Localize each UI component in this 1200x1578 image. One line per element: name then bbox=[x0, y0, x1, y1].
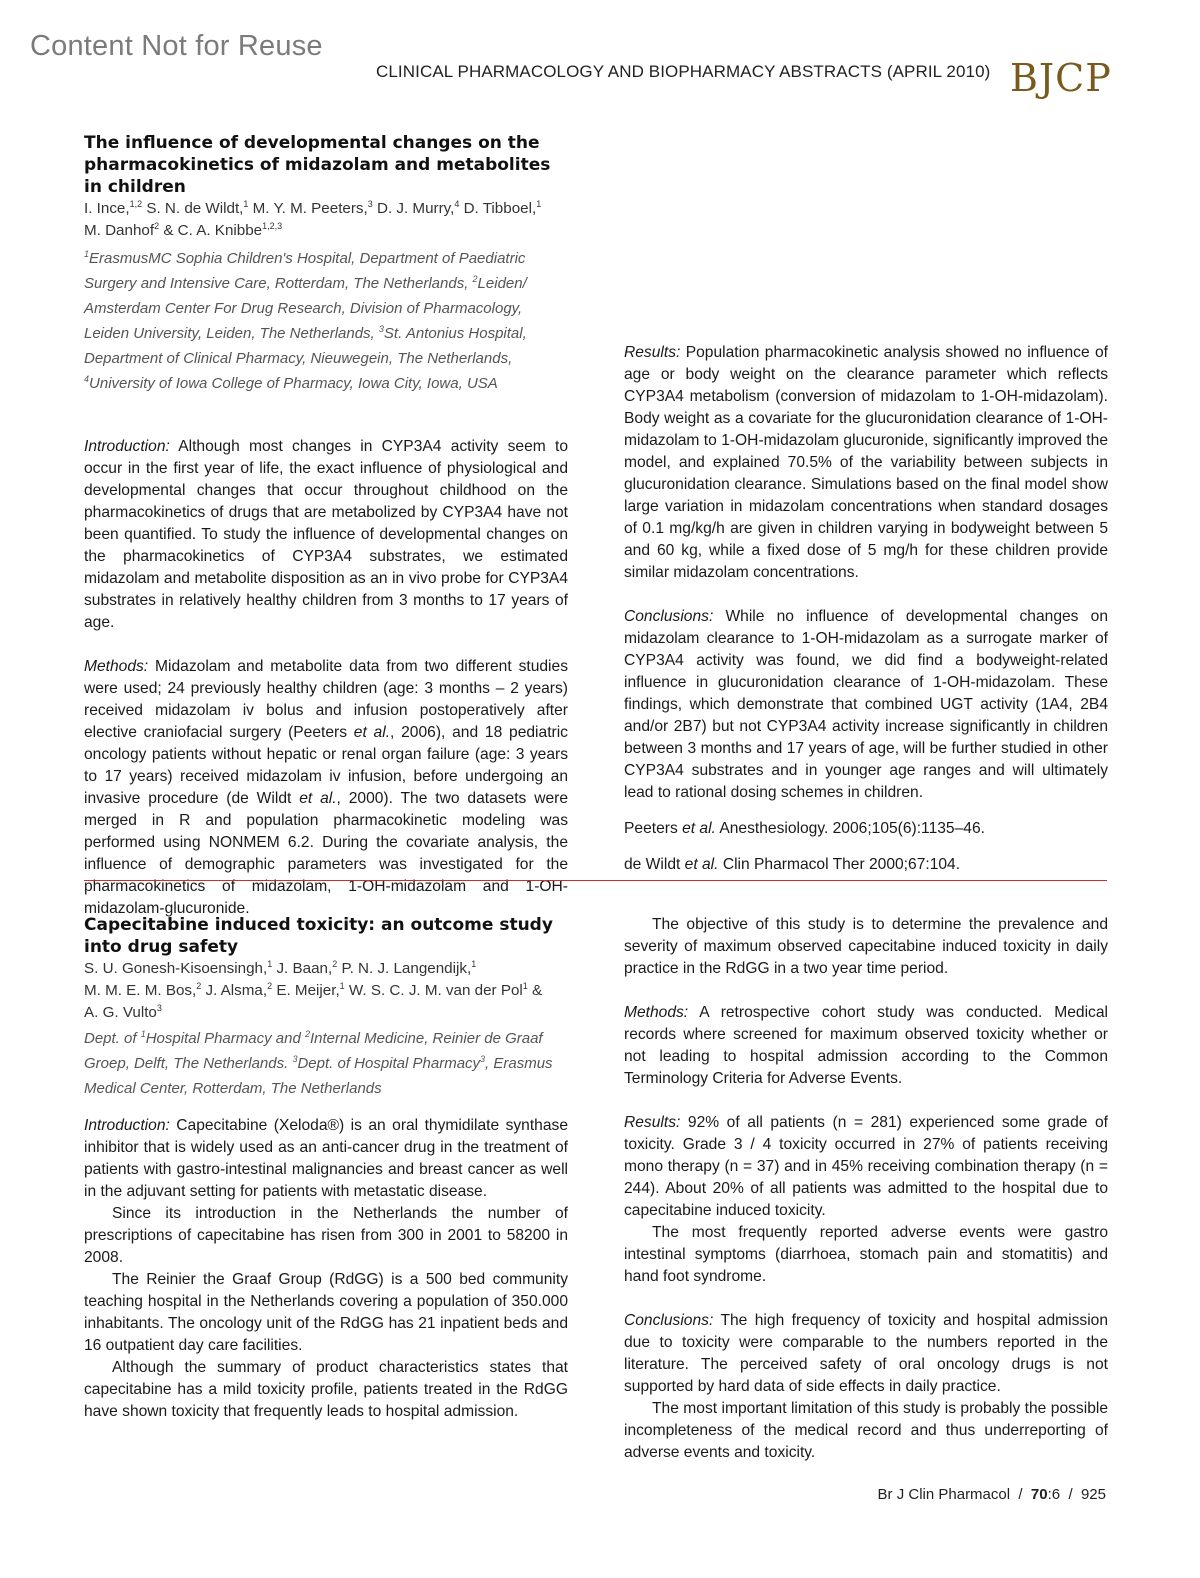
author: D. J. Murry, bbox=[376, 200, 455, 217]
author: J. Alsma, bbox=[205, 982, 268, 999]
methods-label: Methods: bbox=[624, 1004, 689, 1021]
article2-methods bbox=[624, 1002, 1108, 1090]
results-text: Population pharmacokinetic analysis showed no influence of age or body weight on the clearance parameter which reflects CYP3A4 metabolism (conversion of midazolam to 1-OH-midazolam). Body weight as a covariate for the glucuronidation clearance of 1-OH-midazolam to 1-OH-midazolam glucuronide, significantly improved the model, and explained 70.5% of the variability between subjects in glucuronidation clearance. Simulations based on the final model show large variation in midazolam concentrations when standard dosages of 0.1 mg/kg/h are given in children varying in bodyweight between 5 and 60 kg, while a fixed dose of 5 mg/h for these children provide similar midazolam concentrations. bbox=[624, 344, 1108, 581]
author-sup: 2 bbox=[267, 980, 273, 991]
article2-right-column bbox=[624, 914, 1108, 1464]
methods-text: A retrospective cohort study was conducted. Medical records where screened for maximum observed toxicity whether or not leading to hospital admission according to the Common Terminology Criteria for Adverse Events. bbox=[624, 1004, 1108, 1087]
et-al: et al. bbox=[684, 856, 719, 873]
author: S. N. de Wildt, bbox=[146, 200, 244, 217]
page-footer bbox=[878, 1486, 1106, 1503]
journal-header: CLINICAL PHARMACOLOGY AND BIOPHARMACY ABSTRACTS (APRIL 2010) bbox=[376, 62, 991, 81]
article1-authors bbox=[84, 198, 568, 242]
author-sup: 4 bbox=[454, 198, 460, 209]
affil-sup: 3 bbox=[292, 1054, 298, 1064]
article1-conclusions bbox=[624, 606, 1108, 804]
et-al: et al. bbox=[299, 790, 337, 807]
article1-right-column bbox=[624, 132, 1108, 876]
article2-objective: The objective of this study is to determine the prevalence and severity of maximum observed capecitabine induced toxicity in daily practice in the RdGG in a two year time period. bbox=[624, 916, 1108, 977]
intro-label: Introduction: bbox=[84, 1117, 170, 1134]
affiliation: Leiden/ Amsterdam Center For Drug Research, Division of Pharmacology, Leiden University, Leiden, The Netherlands, bbox=[84, 275, 527, 342]
footer-sep: / bbox=[1010, 1486, 1031, 1503]
author-sup: 1 bbox=[536, 198, 542, 209]
author-sup: 2 bbox=[332, 958, 338, 969]
author-sup: 3 bbox=[156, 1002, 162, 1013]
author: J. Baan, bbox=[276, 960, 333, 977]
article2-title: Capecitabine induced toxicity: an outcome study into drug safety bbox=[84, 915, 553, 957]
article2-intro-para3: The Reinier the Graaf Group (RdGG) is a 500 bed community teaching hospital in the Netherlands covering a population of 350.000 inhabitants. The oncology unit of the RdGG has 21 inpatient beds and 16 outpatient day care facilities. bbox=[84, 1271, 568, 1354]
ref-text: Peeters bbox=[624, 820, 683, 837]
author-sup: 3 bbox=[367, 198, 373, 209]
affil-sup: 4 bbox=[84, 374, 90, 384]
footer-issue: :6 bbox=[1047, 1486, 1061, 1503]
methods-text-c: , 2000). The two datasets were merged in R and population pharmacokinetic modeling was performed using NONMEM 6.2. During the covariate analysis, the influence of demographic parameters was investigated for the pharmacokinetics of midazolam, 1-OH-midazolam and 1-OH-midazolam-glucuronide. bbox=[84, 790, 569, 917]
affiliation: University of Iowa College of Pharmacy, Iowa City, Iowa, USA bbox=[89, 375, 498, 392]
affiliation: , Erasmus Medical Center, Rotterdam, The Netherlands bbox=[84, 1055, 553, 1097]
affil-sup: 3 bbox=[480, 1054, 486, 1064]
author: W. S. C. J. M. van der Pol bbox=[348, 982, 523, 999]
intro-text: Although most changes in CYP3A4 activity seem to occur in the first year of life, the exact influence of physiological and developmental changes that occur throughout childhood on the pharmacokinetics of drugs that are metabolized by CYP3A4 have not been quantified. To study the influence of developmental changes on the pharmacokinetics of CYP3A4 substrates, we estimated midazolam and metabolite disposition as an in vivo probe for CYP3A4 substrates in relatively healthy children from 3 months to 17 years of age. bbox=[84, 438, 568, 631]
results-label: Results: bbox=[624, 344, 681, 361]
author: D. Tibboel, bbox=[463, 200, 537, 217]
author-sep: & bbox=[159, 222, 178, 239]
author-sup: 1 bbox=[339, 980, 345, 991]
author: M. M. E. M. Bos, bbox=[84, 982, 197, 999]
article2-conclusions bbox=[624, 1310, 1108, 1398]
article2-left-column bbox=[84, 914, 568, 1423]
author-sup: 1 bbox=[267, 958, 273, 969]
article2-intro-para4: Although the summary of product characteristics states that capecitabine has a mild toxicity profile, patients treated in the RdGG have shown toxicity that frequently leads to hospital admission. bbox=[84, 1359, 568, 1420]
results-text: 92% of all patients (n = 281) experienced some grade of toxicity. Grade 3 / 4 toxicity occurred in 27% of patients receiving mono therapy (n = 37) and in 45% receiving combination therapy (n = 244). About 20% of all patients was admitted to the hospital due to capecitabine induced toxicity. bbox=[624, 1114, 1108, 1219]
author-sup: 1 bbox=[243, 198, 249, 209]
author: S. U. Gonesh-Kisoensingh, bbox=[84, 960, 268, 977]
ref-text: de Wildt bbox=[624, 856, 685, 873]
conclusions-label: Conclusions: bbox=[624, 1312, 714, 1329]
methods-label: Methods: bbox=[84, 658, 149, 675]
et-al: et al. bbox=[353, 724, 391, 741]
conclusions-text: The high frequency of toxicity and hospital admission due to toxicity were comparable to the numbers reported in the literature. The perceived safety of oral oncology drugs is not supported by hard data of side effects in daily practice. bbox=[624, 1312, 1108, 1395]
conclusions-text: While no influence of developmental changes on midazolam clearance to 1-OH-midazolam as a surrogate marker of CYP3A4 activity was found, we did find a bodyweight-related influence in glucuronidation clearance of 1-OH-midazolam. These findings, which demonstrate that combined UGT activity (1A4, 2B4 and/or 2B7) but not CYP3A4 activity increase significantly in children between 3 months and 17 years of age, will be further studied in other CYP3A4 substrates and in younger age ranges and will ultimately lead to rational dosing schemes in children. bbox=[624, 608, 1108, 801]
article2-intro-para2: Since its introduction in the Netherlands the number of prescriptions of capecitabine has risen from 300 in 2001 to 58200 in 2008. bbox=[84, 1205, 568, 1266]
article1-introduction bbox=[84, 436, 568, 634]
affiliation: Hospital Pharmacy and bbox=[145, 1030, 305, 1047]
author: C. A. Knibbe bbox=[177, 222, 263, 239]
author-sup: 1,2 bbox=[129, 198, 143, 209]
author: A. G. Vulto bbox=[84, 1004, 157, 1021]
article1-title: The influence of developmental changes on the pharmacokinetics of midazolam and metabolites in children bbox=[84, 133, 551, 197]
affil-sup: 1 bbox=[84, 249, 90, 259]
intro-label: Introduction: bbox=[84, 438, 170, 455]
article1-affiliations bbox=[84, 246, 568, 396]
author: I. Ince, bbox=[84, 200, 130, 217]
author-sup: 1 bbox=[471, 958, 477, 969]
conclusions-label: Conclusions: bbox=[624, 608, 714, 625]
section-divider bbox=[84, 880, 1107, 881]
author: M. Danhof bbox=[84, 222, 155, 239]
footer-page: 925 bbox=[1080, 1486, 1106, 1503]
watermark: Content Not for Reuse bbox=[30, 30, 323, 62]
footer-journal: Br J Clin Pharmacol bbox=[877, 1486, 1011, 1503]
affil-sup: 1 bbox=[140, 1029, 146, 1039]
article2-conclusions-para2: The most important limitation of this study is probably the possible incompleteness of the medical record and thus underreporting of adverse events and toxicity. bbox=[624, 1400, 1108, 1461]
methods-text-a: Midazolam and metabolite data from two different studies were used; 24 previously healthy children (age: 3 months – 2 years) received midazolam iv bolus and infusion postoperatively after elective craniofacial surgery (Peeters bbox=[84, 658, 568, 741]
footer-volume: 70 bbox=[1030, 1486, 1048, 1503]
article2-authors bbox=[84, 958, 568, 1024]
ref-text: Clin Pharmacol Ther 2000;67:104. bbox=[718, 856, 961, 873]
et-al: et al. bbox=[682, 820, 716, 837]
article2-results-para2: The most frequently reported adverse events were gastro intestinal symptoms (diarrhoea, stomach pain and stomatitis) and hand foot syndrome. bbox=[624, 1224, 1108, 1285]
reference-1 bbox=[624, 818, 1108, 840]
ref-text: Anesthesiology. 2006;105(6):1135–46. bbox=[715, 820, 985, 837]
methods-text-b: , 2006), and 18 pediatric oncology patients without hepatic or renal organ failure (age: 3 years to 17 years) received midazolam iv infusion, before undergoing an invasive procedure (de Wildt bbox=[84, 724, 568, 807]
affiliation: Internal Medicine, Reinier de Graaf Groep, Delft, The Netherlands. bbox=[84, 1030, 543, 1072]
author-sup: 1 bbox=[522, 980, 528, 991]
article1-left-column bbox=[84, 132, 568, 920]
article2-results bbox=[624, 1112, 1108, 1222]
intro-text: Capecitabine (Xeloda®) is an oral thymidilate synthase inhibitor that is widely used as an anti-cancer drug in the treatment of patients with gastro-intestinal malignancies and breast cancer as well in the adjuvant setting for patients with metastatic disease. bbox=[84, 1117, 568, 1200]
affiliation: Dept. of Hospital Pharmacy bbox=[297, 1055, 481, 1072]
author: P. N. J. Langendijk, bbox=[341, 960, 472, 977]
author: E. Meijer, bbox=[276, 982, 340, 999]
affil-sup: 2 bbox=[304, 1029, 310, 1039]
article1-results bbox=[624, 342, 1108, 584]
affil-sup: 3 bbox=[378, 324, 384, 334]
affil-sup: 2 bbox=[472, 274, 478, 284]
author-sup: 2 bbox=[154, 220, 160, 231]
author-sup: 2 bbox=[196, 980, 202, 991]
footer-sep: / bbox=[1060, 1486, 1081, 1503]
affiliation: ErasmusMC Sophia Children's Hospital, Department of Paediatric Surgery and Intensive Care, Rotterdam, The Netherlands, bbox=[84, 250, 526, 292]
journal-logo: BJCP bbox=[1010, 56, 1112, 100]
results-label: Results: bbox=[624, 1114, 681, 1131]
author: M. Y. M. Peeters, bbox=[252, 200, 368, 217]
author-sup: 1,2,3 bbox=[262, 220, 283, 231]
reference-2 bbox=[624, 854, 1108, 876]
affiliation: St. Antonius Hospital, Department of Clinical Pharmacy, Nieuwegein, The Netherlands, bbox=[84, 325, 527, 367]
affiliation: Dept. of bbox=[84, 1030, 141, 1047]
article2-introduction bbox=[84, 1115, 568, 1203]
author-sep: & bbox=[527, 982, 543, 999]
article2-affiliations bbox=[84, 1026, 568, 1101]
